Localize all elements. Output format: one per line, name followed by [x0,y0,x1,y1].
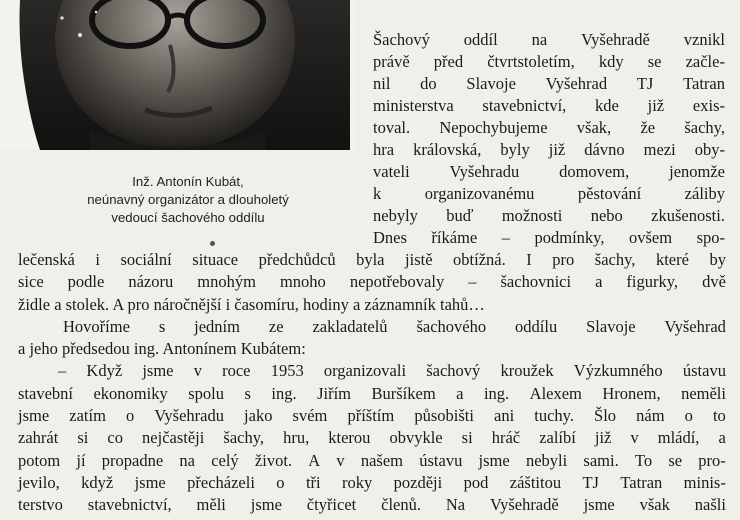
text-line: zahrát si co nejčastěji šachy, hru, kterou obvykle si hráč zalíbí již v mládí, a [18,428,726,448]
text-line: židle a stolek. A pro náročnější i časomíru, hodiny a záznamník tahů… [18,294,485,314]
text-line: právě před čtvrtstoletím, kdy se začle- [373,52,725,71]
ornament-dot-icon [210,241,215,246]
text-line: sice podle názoru mnohým mnoho nepotřebovaly – šachovnici a figurky, dvě [18,272,726,292]
text-line: – Když jsme v roce 1953 organizovali šachový kroužek Výzkumného ústavu [58,361,726,381]
text-line: Šachový oddíl na Vyšehradě vznikl [373,30,725,49]
text-line: a jeho předsedou ing. Antonínem Kubátem: [18,339,306,359]
text-line: nil do Slavoje Vyšehrad TJ Tatran [373,74,725,93]
caption-line: neúnavný organizátor a dlouholetý [87,192,289,207]
photo-caption [58,173,318,227]
text-line: nebyly buď možnosti nebo zkušenosti. [373,206,725,225]
text-line: jevilo, když jsme přecházeli o tři roky později pod záštitou TJ Tatran minis- [18,472,726,492]
text-line: k organizovanému pěstování záliby [373,184,725,203]
main-body-text [18,249,726,517]
text-line: stavební ekonomiky spolu s ing. Jiřím Buršíkem a ing. Alexem Hronem, neměli [18,383,726,403]
caption-line: vedoucí šachového oddílu [111,210,265,225]
text-line: terstvo stavebnictví, měli jsme čtyřicet členů. Na Vyšehradě jsme však našli [18,495,726,515]
text-line: hra královská, byly již dávno mezi oby- [373,140,725,159]
portrait-photo [0,0,355,150]
text-line: vateli Vyšehradu domovem, jenomže [373,162,725,181]
right-column-text [373,29,725,249]
text-line: jsme zatím o Vyšehradu jako svém příštím působišti ani tuchy. Šlo nám o to [18,406,726,426]
caption-line: Inž. Antonín Kubát, [132,174,244,189]
text-line: lečenská i sociální situace předchůdců byla jistě obtížná. I pro šachy, které by [18,250,726,269]
text-line: potom jí propadne na celý život. A v našem ústavu jsme nebyli sami. To se pro- [18,450,726,470]
text-line: Hovoříme s jedním ze zakladatelů šachového oddílu Slavoje Vyšehrad [63,316,726,336]
portrait-photo-icon [0,0,355,150]
text-line: toval. Nepochybujeme však, že šachy, [373,118,725,137]
text-line: ministerstva stavebnictví, kde již exis- [373,96,725,115]
text-line: Dnes říkáme – podmínky, ovšem spo- [373,228,725,247]
